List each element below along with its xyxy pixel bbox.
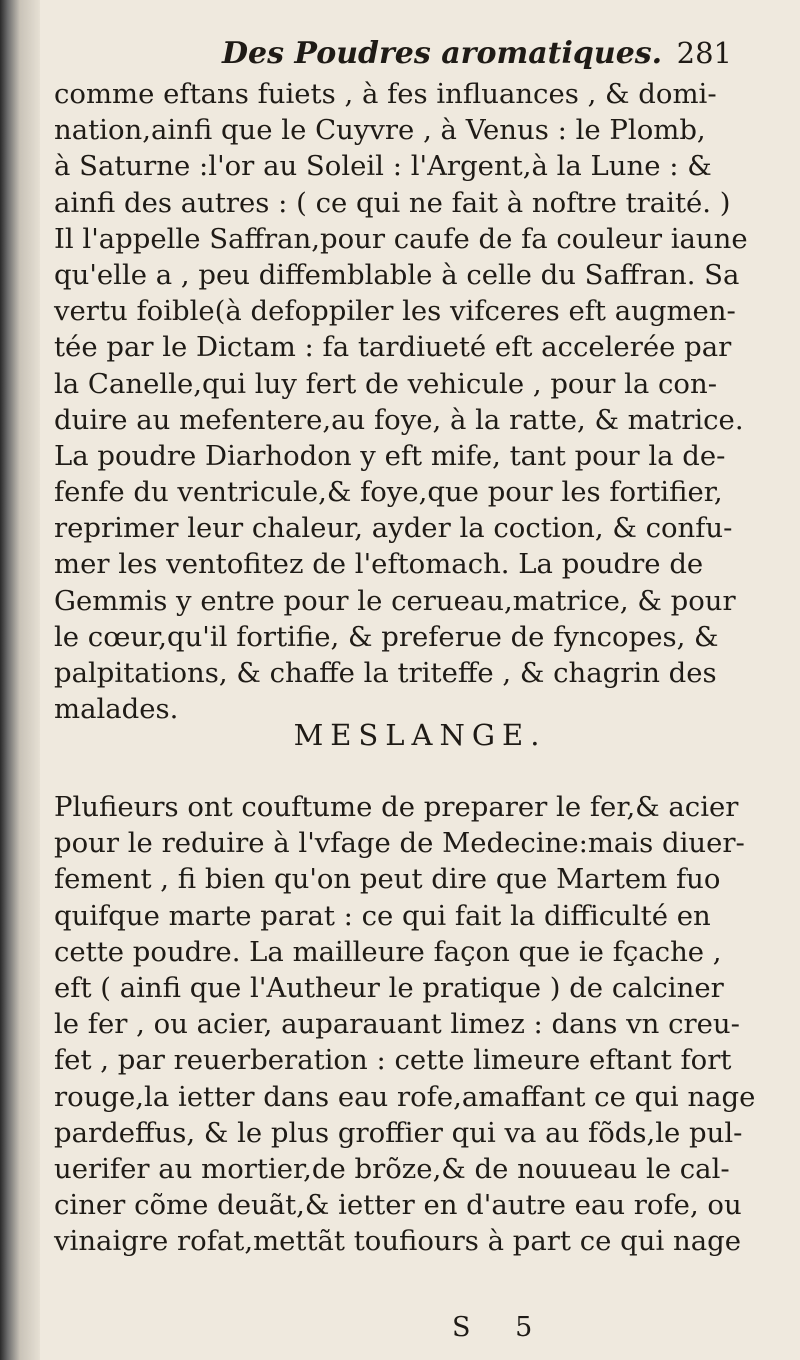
text-line: à Saturne :l'or au Soleil : l'Argent,à la Lune : & [54,150,712,183]
paragraph-2 [54,789,756,1259]
book-page [40,0,800,1360]
text-line: La poudre Diarhodon y eft mife, tant pour la de- [54,439,726,472]
text-line: malades. [54,693,179,726]
running-title: Des Poudres aromatiques. [222,36,663,71]
text-line: Il l'appelle Saffran,pour caufe de fa couleur iaune [54,222,748,255]
signature-mark: S 5 [452,1312,551,1343]
text-line: Plufieurs ont couftume de preparer le fer,& acier [54,791,739,823]
text-line: vertu foible(à defoppiler les vifceres eft augmen- [54,295,736,328]
text-line: rouge,la ietter dans eau rofe,amaffant ce qui nage [54,1080,756,1113]
text-line: le cœur,qu'il fortifie, & preferue de fyncopes, & [54,620,719,653]
section-title: MESLANGE. [293,718,547,752]
text-line: uerifer au mortier,de brõze,& de nouueau le cal- [54,1152,730,1185]
text-line: mer les ventofitez de l'eftomach. La poudre de [54,548,704,581]
book-spine-shadow [0,0,40,1360]
text-line: palpitations, & chaffe la triteffe , & chagrin des [54,657,717,689]
text-line: reprimer leur chaleur, ayder la coction, & confu- [54,512,733,545]
text-line: eft ( ainfi que l'Autheur le pratique ) de calciner [54,971,724,1004]
text-line: nation,ainfi que le Cuyvre , à Venus : le Plomb, [54,114,706,147]
text-line: duire au mefentere,au foye, à la ratte, & matrice. [54,403,744,436]
text-line: le fer , ou acier, auparauant limez : dans vn creu- [54,1008,740,1041]
text-line: cette poudre. La mailleure façon que ie fçache , [54,935,722,968]
text-line: fet , par reuerberation : cette limeure eftant fort [54,1044,732,1077]
text-line: comme eftans fuiets , à fes influances , & domi- [54,78,717,110]
text-line: la Canelle,qui luy fert de vehicule , pour la con- [54,367,717,400]
page-number: 281 [676,36,732,70]
page-header [172,36,732,76]
text-line: fement , fi bien qu'on peut dire que Martem fuo [54,863,721,896]
text-line: vinaigre rofat,mettãt toufiours à part ce qui nage [54,1225,741,1258]
text-line: ainfi des autres : ( ce qui ne fait à noftre traité. ) [54,186,731,219]
text-line: fenfe du ventricule,& foye,que pour les fortifier, [54,476,723,509]
text-line: pour le reduire à l'vfage de Medecine:mais diuer- [54,827,745,860]
text-line: ciner cõme deuãt,& ietter en d'autre eau rofe, ou [54,1189,742,1222]
text-line: qu'elle a , peu diffemblable à celle du Saffran. Sa [54,258,740,291]
text-line: quifque marte parat : ce qui fait la difficulté en [54,899,711,932]
text-line: Gemmis y entre pour le cerueau,matrice, & pour [54,584,736,617]
paragraph-1 [54,76,748,727]
text-line: tée par le Dictam : fa tardiueté eft accelerée par [54,331,732,364]
text-line: pardeffus, & le plus groffier qui va au fõds,le pul- [54,1116,743,1149]
